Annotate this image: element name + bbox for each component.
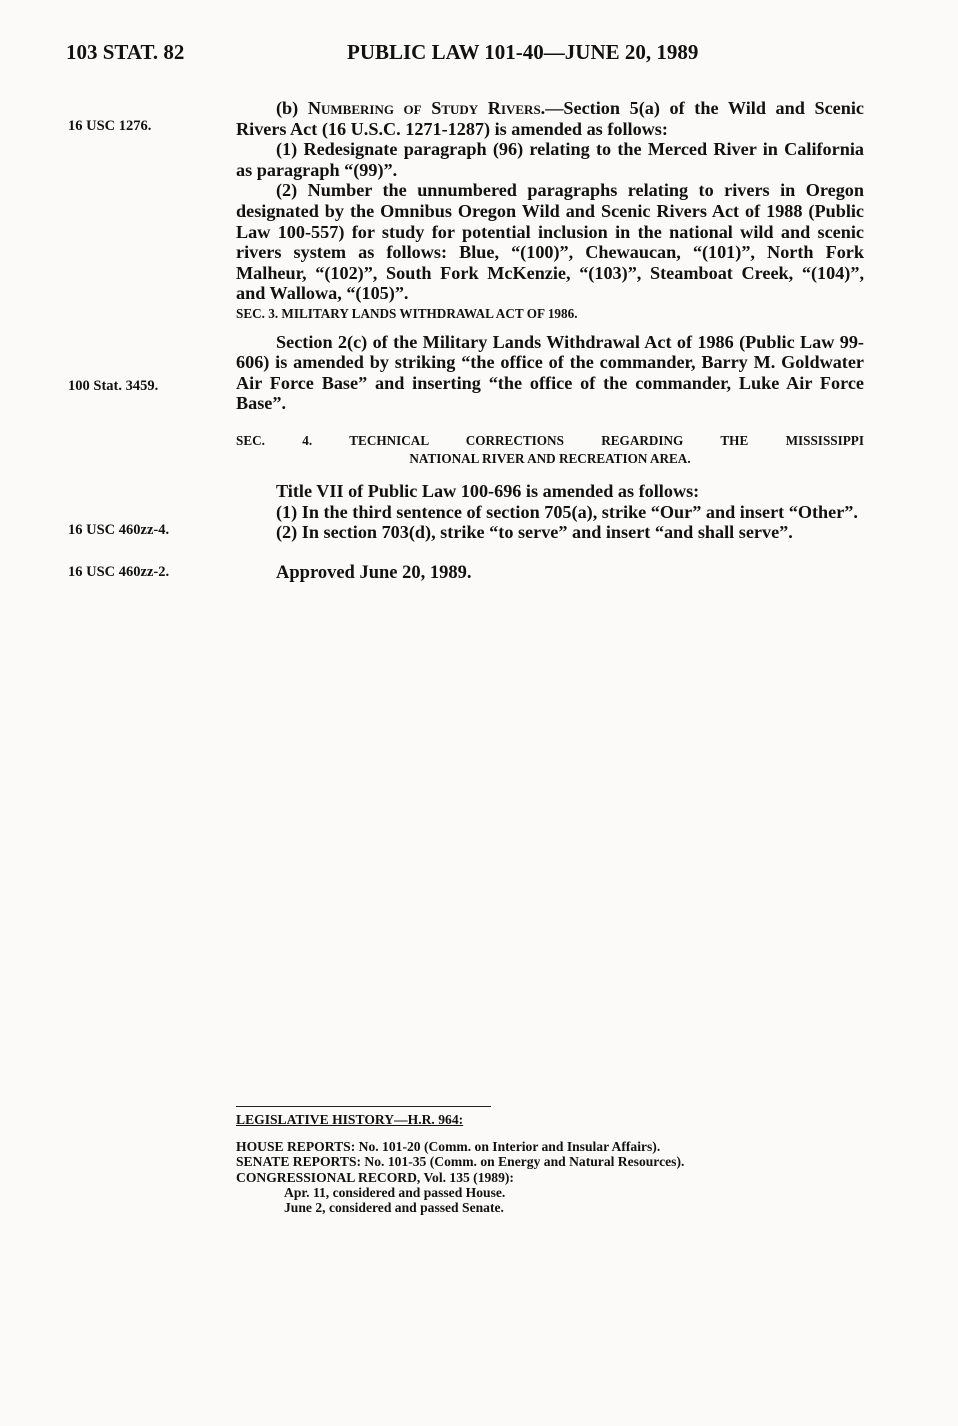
section-4-intro: Title VII of Public Law 100-696 is amended as follows: [276, 480, 700, 501]
record-entry-house: Apr. 11, considered and passed House. [284, 1184, 506, 1200]
legislative-history-rule [236, 1106, 491, 1107]
section-3-text: Section 2(c) of the Military Lands Withdrawal Act of 1986 (Public Law 99-606) is amended by striking “the office of the commander, Barry M. Goldwater Air Force Base” and inserting “the office of the commander, Luke Air Force Base”. [236, 331, 864, 414]
section-b-para-1: (1) Redesignate paragraph (96) relating to the Merced River in California as paragraph “(99)”. [236, 139, 864, 180]
house-reports: HOUSE REPORTS: No. 101-20 (Comm. on Interior and Insular Affairs). [236, 1139, 661, 1155]
running-title: PUBLIC LAW 101-40—JUNE 20, 1989 [347, 40, 699, 64]
margin-note-16-usc-1276: 16 USC 1276. [68, 118, 152, 134]
section-4-para-2: (2) In section 703(d), strike “to serve” and insert “and shall serve”. [276, 522, 793, 543]
section-4-para-1: (1) In the third sentence of section 705(a), strike “Our” and insert “Other”. [276, 501, 858, 522]
congressional-record: CONGRESSIONAL RECORD, Vol. 135 (1989): [236, 1169, 514, 1185]
page-header [66, 40, 866, 74]
margin-note-16-usc-460zz-2: 16 USC 460zz-2. [68, 564, 170, 580]
main-text [236, 98, 864, 583]
margin-note-16-usc-460zz-4: 16 USC 460zz-4. [68, 522, 170, 538]
section-b-para-2: (2) Number the unnumbered paragraphs relating to rivers in Oregon designated by the Omnibus Oregon Wild and Scenic Rivers Act of 1988 (Public Law 100-557) for study for potential inclusion in the national wild and scenic rivers system as follows: Blue, “(100)”, Chewaucan, “(101)”, North Fork Malheur, “(102)”, South Fork McKenzie, “(103)”, Steamboat Creek, “(104)”, and Wallowa, “(105)”. [236, 180, 864, 304]
legislative-history [236, 1112, 876, 1215]
statute-page-number: 103 STAT. 82 [66, 40, 185, 64]
section-b-paragraph: (b) Numbering of Study Rivers.—Section 5(a) of the Wild and Scenic Rivers Act (16 U.S.C. 1271-1287) is amended as follows: [236, 98, 864, 139]
legislative-history-heading: LEGISLATIVE HISTORY—H.R. 964: [236, 1112, 464, 1127]
approval-date: Approved June 20, 1989. [276, 562, 472, 583]
record-entry-senate: June 2, considered and passed Senate. [284, 1200, 504, 1216]
senate-reports: SENATE REPORTS: No. 101-35 (Comm. on Energy and Natural Resources). [236, 1154, 685, 1170]
section-3-heading: SEC. 3. MILITARY LANDS WITHDRAWAL ACT OF 1986. [236, 305, 578, 321]
margin-note-100-stat-3459: 100 Stat. 3459. [68, 378, 159, 394]
section-4-heading: SEC. 4. TECHNICAL CORRECTIONS REGARDING THE MISSISSIPPI NATIONAL RIVER AND RECREATION AREA. [236, 432, 864, 466]
section-b-heading: Numbering of Study Rivers. [307, 98, 546, 118]
